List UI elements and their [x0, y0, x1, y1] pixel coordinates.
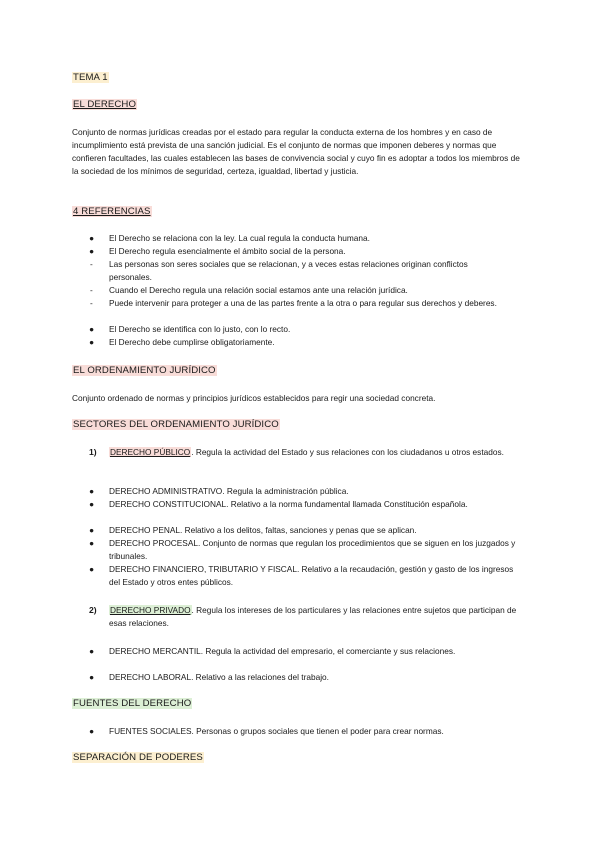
privado-title: DERECHO PRIVADO [110, 605, 191, 615]
list-item: Las personas son seres sociales que se relacionan, y a veces estas relaciones originan conflictos personales. [109, 259, 468, 282]
derecho-definition: Conjunto de normas jurídicas creadas por el estado para regular la conducta externa de los hombres y en caso de incumplimiento está prevista de una sanción judicial. Es el conjunto de normas que imponen deberes y normas que confieren facultades, las cuales establecen las bases de convivencia social y cuyo fin es adoptar a todos los miembros de la sociedad de los mínimos de seguridad, certeza, igualdad, libertad y justicia. [72, 127, 520, 176]
separacion-heading-text: SEPARACIÓN DE PODERES [73, 752, 203, 763]
publico-list [0, 485, 600, 595]
bullet-marker: ● [89, 672, 95, 682]
bullet-marker: ● [89, 246, 95, 256]
bullet-marker: ● [89, 726, 95, 736]
derecho-heading-text: EL DERECHO [73, 99, 137, 110]
list-item: Puede intervenir para proteger a una de las partes frente a la otra o para regular sus derechos y deberes. [109, 298, 497, 308]
bullet-marker: ● [89, 499, 95, 509]
dash-marker: - [90, 298, 93, 308]
fuentes-heading [72, 698, 192, 710]
bullet-marker: ● [89, 538, 95, 548]
derecho-heading [72, 99, 137, 111]
list-item: DERECHO CONSTITUCIONAL. Relativo a la norma fundamental llamada Constitución española. [109, 499, 468, 509]
privado-text: . Regula los intereses de los particulares y las relaciones entre sujetos que participan de esas relaciones. [109, 605, 517, 628]
section-number: 1) [89, 447, 97, 457]
fuentes-heading-text: FUENTES DEL DERECHO [73, 698, 192, 709]
list-item: DERECHO ADMINISTRATIVO. Regula la administración pública. [109, 486, 349, 496]
sectores-heading [72, 419, 280, 431]
list-item: FUENTES SOCIALES. Personas o grupos sociales que tienen el poder para crear normas. [109, 726, 444, 736]
publico-title: DERECHO PÚBLICO [110, 447, 191, 457]
list-item: DERECHO MERCANTIL. Regula la actividad del empresario, el comerciante y sus relaciones. [109, 646, 456, 656]
ordenamiento-definition: Conjunto ordenado de normas y principios jurídicos establecidos para regir una sociedad concreta. [72, 393, 436, 403]
dash-marker: - [90, 259, 93, 269]
bullet-marker: ● [89, 564, 95, 574]
list-item: DERECHO LABORAL. Relativo a las relaciones del trabajo. [109, 672, 329, 682]
bullet-marker: ● [89, 324, 95, 334]
privado-section [0, 604, 600, 630]
list-item: El Derecho regula esencialmente el ámbito social de la persona. [109, 246, 346, 256]
list-item: DERECHO PENAL. Relativo a los delitos, faltas, sanciones y penas que se aplican. [109, 525, 417, 535]
ordenamiento-heading [72, 365, 217, 377]
tema-heading [72, 72, 109, 84]
list-item: DERECHO PROCESAL. Conjunto de normas que regulan los procedimientos que se siguen en los juzgados y tribunales. [109, 538, 516, 561]
bullet-marker: ● [89, 646, 95, 656]
referencias-list [0, 232, 600, 352]
fuentes-list [0, 725, 600, 739]
sectores-heading-text: SECTORES DEL ORDENAMIENTO JURÍDICO [73, 419, 279, 430]
list-item: El Derecho se identifica con lo justo, con lo recto. [109, 324, 291, 334]
ordenamiento-heading-text: EL ORDENAMIENTO JURÍDICO [73, 365, 216, 376]
list-item: DERECHO FINANCIERO, TRIBUTARIO Y FISCAL. Relativo a la recaudación, gestión y gasto de los ingresos del Estado y otros entes públicos. [109, 564, 514, 587]
section-number: 2) [89, 605, 97, 615]
dash-marker: - [90, 285, 93, 295]
bullet-marker: ● [89, 337, 95, 347]
publico-section [0, 446, 600, 472]
privado-list [0, 645, 600, 687]
publico-paragraph [109, 446, 534, 459]
bullet-marker: ● [89, 233, 95, 243]
bullet-marker: ● [89, 486, 95, 496]
list-item: El Derecho debe cumplirse obligatoriamente. [109, 337, 275, 347]
bullet-marker: ● [89, 525, 95, 535]
referencias-heading [72, 206, 152, 218]
privado-paragraph [109, 604, 529, 630]
separacion-heading [72, 752, 204, 764]
tema-heading-text: TEMA 1 [73, 72, 108, 83]
list-item: El Derecho se relaciona con la ley. La cual regula la conducta humana. [109, 233, 370, 243]
publico-text: . Regula la actividad del Estado y sus relaciones con los ciudadanos u otros estados. [191, 447, 504, 457]
referencias-heading-text: 4 REFERENCIAS [73, 206, 151, 217]
list-item: Cuando el Derecho regula una relación social estamos ante una relación jurídica. [109, 285, 408, 295]
